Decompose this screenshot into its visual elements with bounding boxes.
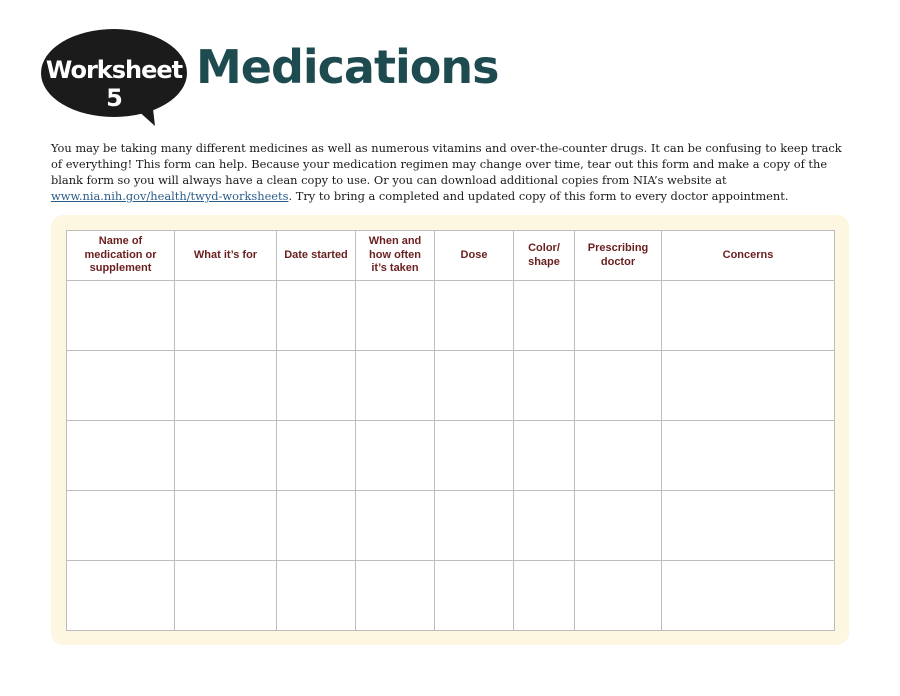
blank-entry-cell[interactable] [575,351,662,421]
blank-entry-cell[interactable] [277,421,356,491]
blank-entry-cell[interactable] [662,561,835,631]
blank-entry-cell[interactable] [435,421,514,491]
blank-entry-cell[interactable] [662,421,835,491]
blank-entry-cell[interactable] [514,561,575,631]
blank-entry-cell[interactable] [435,491,514,561]
blank-entry-cell[interactable] [662,351,835,421]
badge-label: Worksheet 5 [45,56,183,112]
blank-entry-cell[interactable] [67,351,175,421]
blank-entry-cell[interactable] [575,421,662,491]
column-header-purpose: What it’s for [175,231,277,281]
column-header-prescribing-doctor: Prescribing doctor [575,231,662,281]
table-row [67,491,835,561]
blank-entry-cell[interactable] [356,561,435,631]
column-header-dose: Dose [435,231,514,281]
blank-entry-cell[interactable] [67,281,175,351]
blank-entry-cell[interactable] [67,561,175,631]
blank-entry-cell[interactable] [175,421,277,491]
worksheet-badge [40,28,190,128]
blank-entry-cell[interactable] [514,281,575,351]
column-header-date-started: Date started [277,231,356,281]
table-header-row [67,231,835,281]
blank-entry-cell[interactable] [277,351,356,421]
column-header-color-shape: Color/ shape [514,231,575,281]
blank-entry-cell[interactable] [175,351,277,421]
blank-entry-cell[interactable] [67,491,175,561]
blank-entry-cell[interactable] [514,421,575,491]
blank-entry-cell[interactable] [356,491,435,561]
blank-entry-cell[interactable] [277,491,356,561]
worksheet-download-link[interactable]: www.nia.nih.gov/health/twyd-worksheets [51,189,289,203]
blank-entry-cell[interactable] [435,561,514,631]
intro-text-before-link: You may be taking many different medicines as well as numerous vitamins and over-the-counter drugs. It can be confusing to keep track of everything! This form can help. Because your medication regimen may change over time, tear out this form and make a copy of the blank form so you will always have a clean copy to use. Or you can download additional copies from NIA’s website at [51,141,842,187]
blank-entry-cell[interactable] [662,281,835,351]
intro-paragraph [51,140,851,204]
blank-entry-cell[interactable] [514,491,575,561]
blank-entry-cell[interactable] [277,281,356,351]
blank-entry-cell[interactable] [356,281,435,351]
blank-entry-cell[interactable] [67,421,175,491]
column-header-frequency: When and how often it’s taken [356,231,435,281]
medications-table [66,230,835,631]
table-row [67,561,835,631]
blank-entry-cell[interactable] [175,281,277,351]
page-title: Medications [196,40,499,94]
blank-entry-cell[interactable] [575,491,662,561]
intro-text-after-link: . Try to bring a completed and updated copy of this form to every doctor appointment. [288,189,789,203]
blank-entry-cell[interactable] [435,351,514,421]
blank-entry-cell[interactable] [356,351,435,421]
blank-entry-cell[interactable] [575,561,662,631]
blank-entry-cell[interactable] [435,281,514,351]
blank-entry-cell[interactable] [277,561,356,631]
blank-entry-cell[interactable] [175,561,277,631]
column-header-concerns: Concerns [662,231,835,281]
blank-entry-cell[interactable] [514,351,575,421]
table-row [67,351,835,421]
table-row [67,421,835,491]
column-header-name: Name of medication or supplement [67,231,175,281]
blank-entry-cell[interactable] [662,491,835,561]
blank-entry-cell[interactable] [356,421,435,491]
table-row [67,281,835,351]
blank-entry-cell[interactable] [575,281,662,351]
blank-entry-cell[interactable] [175,491,277,561]
